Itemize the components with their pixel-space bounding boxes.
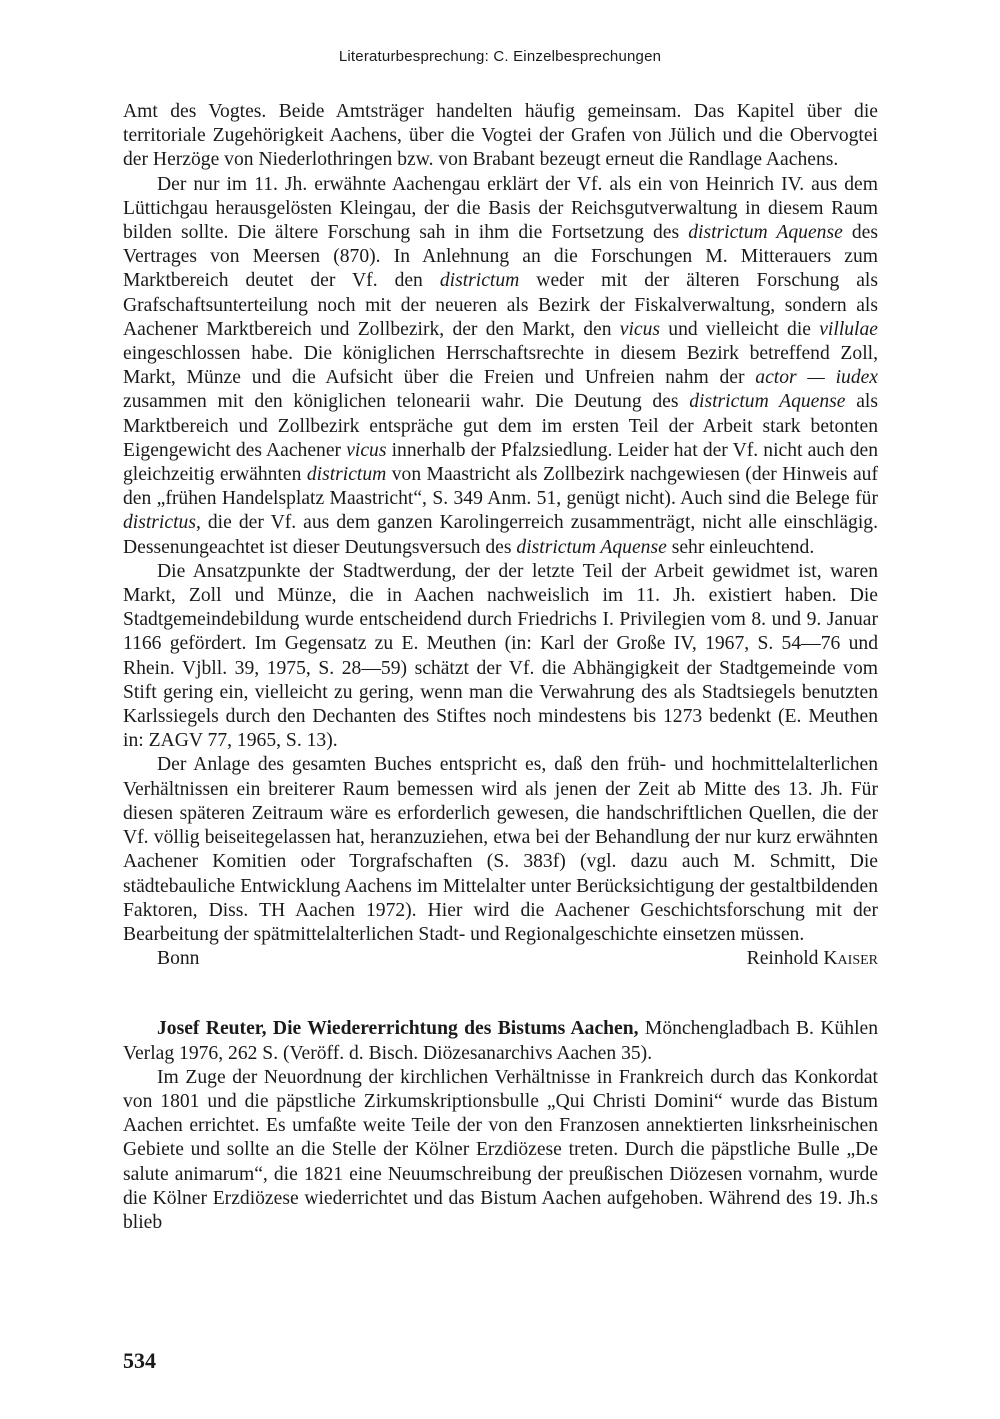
running-header: Literaturbesprechung: C. Einzelbesprechungen: [338, 48, 662, 65]
paragraph-3: Die Ansatzpunkte der Stadtwerdung, der der letzte Teil der Arbeit gewidmet ist, waren Markt, Zoll und Münze, die in Aachen nachweislich im 11. Jh. existiert haben. Die Stadtgemeindebildung wurde entscheidend durch Friedrichs I. Privilegien vom 8. und 9. Januar 1166 gefördert. Im Gegensatz zu E. Meuthen (in: Karl der Große IV, 1967, S. 54—76 und Rhein. Vjbll. 39, 1975, S. 28—59) schätzt der Vf. die Abhängigkeit der Stadtgemeinde vom Stift gering ein, vielleicht zu gering, wenn man die Verwahrung des als Stadtsiegels benutzten Karlssiegels durch den Dechanten des Stiftes noch mindestens bis 1273 bedenkt (E. Meuthen in: ZAGV 77, 1965, S. 13).: [123, 560, 878, 752]
italic-term: districtum Aquense: [689, 391, 846, 413]
review-publication-info: Mönchengladbach B. Kühlen Verlag 1976, 262 S. (Veröff. d. Bisch. Diözesanarchivs Aachen 35).: [123, 1018, 878, 1064]
author-last-name: Kaiser: [823, 948, 878, 970]
signature-author: [747, 947, 878, 971]
page-number: 534: [123, 1348, 156, 1373]
paragraph-1: Amt des Vogtes. Beide Amtsträger handelten häufig gemeinsam. Das Kapitel über die territoriale Zugehörigkeit Aachens, über die Vogtei der Grafen von Jülich und die Obervogtei der Herzöge von Niederlothringen bzw. von Brabant bezeugt erneut die Randlage Aachens.: [123, 101, 878, 171]
signature-place: Bonn: [157, 948, 200, 970]
author-first-name: Reinhold: [746, 948, 819, 970]
italic-term: districtum: [306, 464, 387, 486]
paragraph-2: Der nur im 11. Jh. erwähnte Aachengau erklärt der Vf. als ein von Heinrich IV. aus dem Lüttichgau herausgelösten Kleingau, der die Basis der Reichsgutverwaltung in diesem Raum bilden sollte. Die ältere Forschung sah in ihm die Fortsetzung des districtum Aquense des Vertrages von Meersen (870). In Anlehnung an die Forschungen M. Mitterauers zum Marktbereich deutet der Vf. den districtum weder mit der älteren Forschung als Grafschaftsunterteilung noch mit der neueren als Bezirk der Fiskalverwaltung, sondern als Aachener Marktbereich und Zollbezirk, der den Markt, den vicus und vielleicht die villulae eingeschlossen habe. Die königlichen Herrschaftsrechte in diesem Bezirk betreffend Zoll, Markt, Münze und die Aufsicht über die Freien und Unfreien nahm der actor — iudex zusammen mit den königlichen telonearii wahr. Die Deutung des districtum Aquense als Marktbereich und Zollbezirk entspräche gut dem im ersten Teil der Arbeit stark betonten Eigengewicht des Aachener vicus innerhalb der Pfalzsiedlung. Leider hat der Vf. nicht auch den gleichzeitig erwähnten districtum von Maastricht als Zollbezirk nachgewiesen (der Hinweis auf den „frühen Handelsplatz Maastricht“, S. 349 Anm. 51, genügt nicht). Auch sind die Belege für districtus, die der Vf. aus dem ganzen Karolingerreich zusammenträgt, nicht alle einschlägig. Dessenungeachtet ist dieser Deutungsversuch des districtum Aquense sehr einleuchtend.: [123, 173, 879, 558]
italic-term: actor — iudex: [755, 367, 879, 389]
paragraph-4: Der Anlage des gesamten Buches entspricht es, daß den früh- und hochmittelalterlichen Verhältnissen ein breiterer Raum bemessen wird als jenen der Zeit ab Mitte des 13. Jh. Für diesen späteren Zeitraum wäre es erforderlich gewesen, die handschriftlichen Quellen, die der Vf. völlig beiseitegelassen hat, heranzuziehen, etwa bei der Behandlung der nur kurz erwähnten Aachener Komitien oder Torgrafschaften (S. 383f) (vgl. dazu auch M. Schmitt, Die städtebauliche Entwicklung Aachens im Mittelalter unter Berücksichtigung der gestaltbildenden Faktoren, Diss. TH Aachen 1972). Hier wird die Aachener Geschichtsforschung mit der Bearbeitung der spätmittelalterlichen Stadt- und Regionalgeschichte einsetzen müssen.: [123, 754, 878, 945]
italic-term: districtum: [439, 270, 520, 292]
italic-term: districtus,: [123, 512, 201, 534]
italic-term: districtum Aquense: [516, 536, 667, 558]
italic-term: villulae: [819, 318, 878, 340]
signature-line: [123, 947, 878, 971]
review-title: Josef Reuter, Die Wiedererrichtung des Bistums Aachen,: [157, 1018, 639, 1040]
body-text: [123, 100, 878, 1235]
review-citation: [123, 1017, 878, 1065]
review-paragraph-1: Im Zuge der Neuordnung der kirchlichen Verhältnisse in Frankreich durch das Konkordat von 1801 und die päpstliche Zirkumskriptionsbulle „Qui Christi Domini“ wurde das Bistum Aachen errichtet. Es umfaßte weite Teile der von den Franzosen annektierten linksrheinischen Gebiete und sollte an die Stelle der Kölner Erzdiözese treten. Durch die päpstliche Bulle „De salute animarum“, die 1821 eine Neuumschreibung der preußischen Diözesen vornahm, wurde die Kölner Erzdiözese wiederrichtet und das Bistum Aachen aufgehoben. Während des 19. Jh.s blieb: [123, 1066, 878, 1233]
italic-term: vicus: [619, 318, 661, 340]
italic-term: districtum Aquense: [688, 222, 843, 244]
italic-term: vicus: [346, 439, 387, 461]
